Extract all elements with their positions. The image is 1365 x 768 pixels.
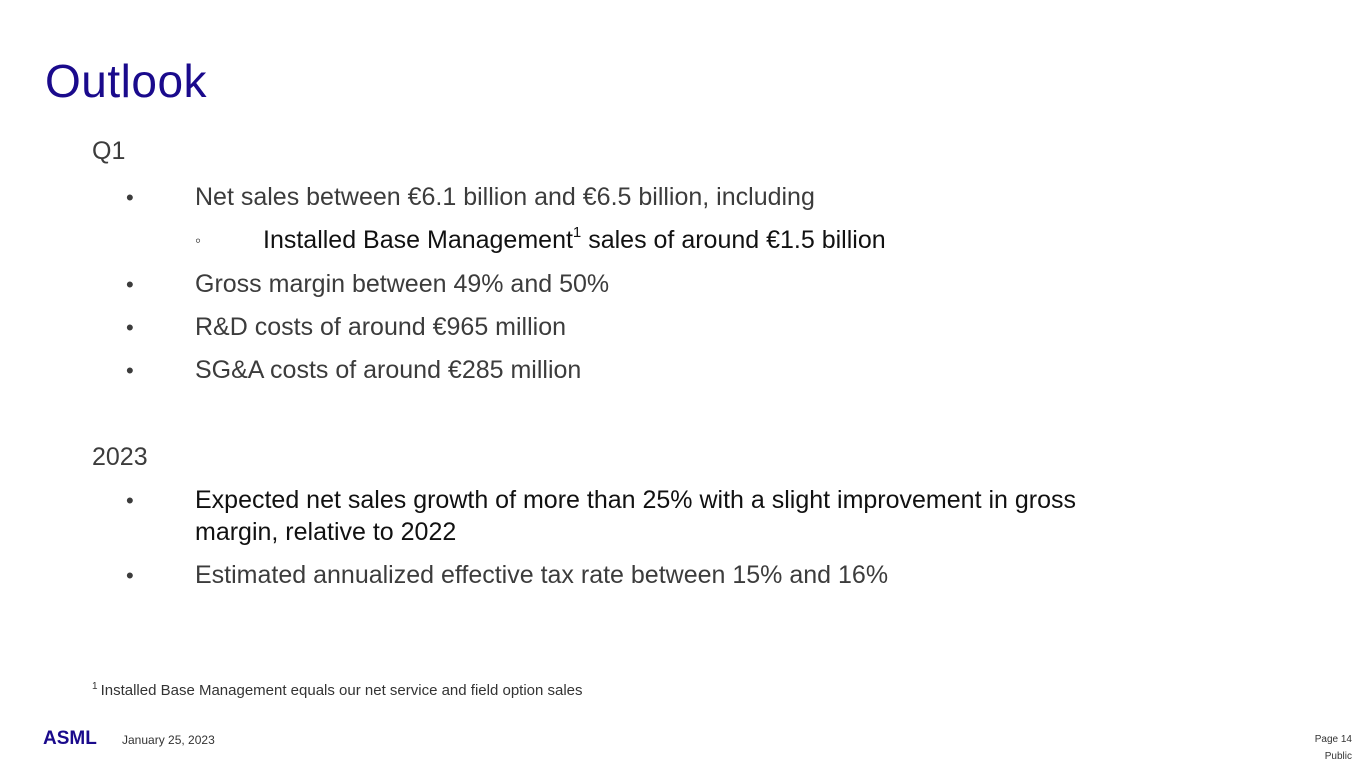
- bullet-icon: •: [126, 315, 134, 340]
- bullet-icon: •: [126, 488, 134, 513]
- footnote-text: Installed Base Management equals our net service and field option sales: [100, 682, 583, 699]
- footnote-marker: 1: [92, 681, 98, 692]
- bullet-icon: •: [126, 272, 134, 297]
- footnote: [92, 682, 583, 699]
- bullet-icon: •: [126, 563, 134, 588]
- q1-bullet-net-sales: Net sales between €6.1 billion and €6.5 billion, including: [195, 183, 815, 211]
- footer-date: January 25, 2023: [122, 733, 215, 747]
- bullet-icon: •: [126, 185, 134, 210]
- q1-bullet-rd-costs: R&D costs of around €965 million: [195, 313, 567, 341]
- asml-logo: ASML: [43, 728, 97, 749]
- y2023-bullet-tax-rate: Estimated annualized effective tax rate between 15% and 16%: [195, 561, 889, 589]
- sub-bullet-text-before: Installed Base Management: [263, 226, 573, 254]
- footnote-ref-marker: 1: [572, 224, 582, 241]
- sub-bullet-text-after: sales of around €1.5 billion: [581, 226, 886, 254]
- section-label-q1: Q1: [92, 137, 126, 165]
- classification-label: Public: [1324, 751, 1352, 762]
- sub-bullet-icon: ◦: [195, 231, 202, 250]
- q1-sub-bullet-installed-base: [263, 226, 886, 255]
- y2023-bullet-net-sales-growth: Expected net sales growth of more than 25% with a slight improvement in gross margin, relative to 2022: [195, 486, 1076, 546]
- slide-title: Outlook: [45, 55, 208, 107]
- page-number: Page 14: [1314, 734, 1352, 745]
- section-label-2023: 2023: [92, 443, 148, 471]
- bullet-icon: •: [126, 358, 134, 383]
- q1-bullet-sga-costs: SG&A costs of around €285 million: [195, 356, 582, 384]
- q1-bullet-gross-margin: Gross margin between 49% and 50%: [195, 270, 610, 298]
